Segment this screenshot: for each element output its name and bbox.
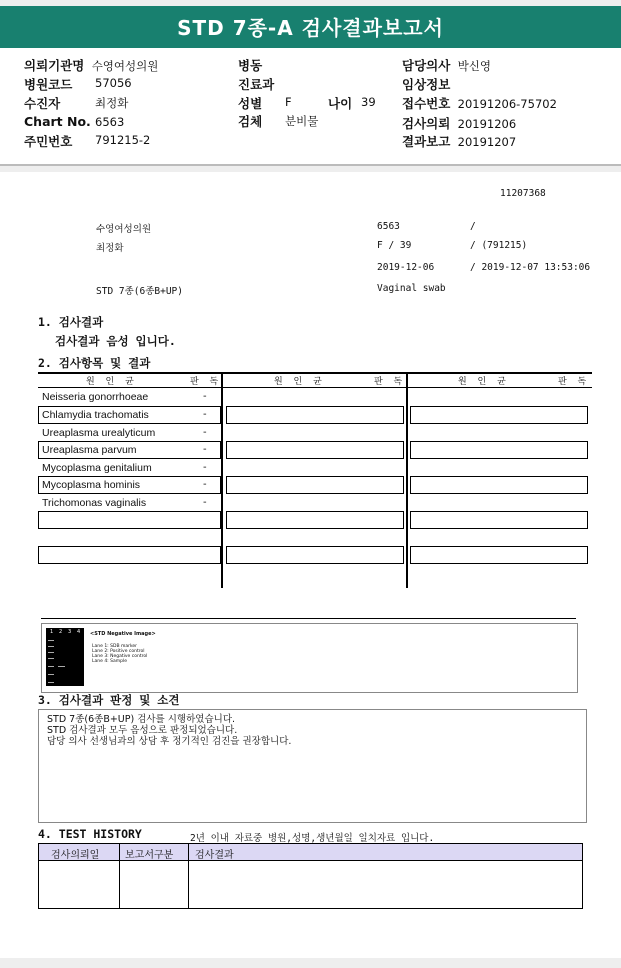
gel-caption-line: Lane 4: Sample (92, 659, 127, 664)
history-divider-2 (188, 844, 189, 908)
organism-name: Mycoplasma hominis (42, 479, 141, 491)
section4-title: 4. TEST HISTORY (38, 827, 142, 841)
result-table (38, 372, 592, 588)
lane-number: 4 (77, 629, 81, 635)
detail-patient: 최정화 (96, 243, 124, 254)
gel-band (48, 658, 54, 659)
chart-label: Chart No. (24, 114, 91, 129)
sex-label: 성별 (238, 96, 263, 111)
gel-band (48, 674, 54, 675)
gel-band (48, 682, 54, 683)
organism-name: Ureaplasma parvum (42, 444, 137, 456)
organism-result: - (203, 462, 207, 473)
ward-row: 병동 (238, 58, 263, 73)
lane-number: 2 (59, 629, 63, 635)
gel-band (48, 666, 54, 667)
row-box (38, 511, 221, 529)
gel-image-panel (41, 623, 578, 693)
detail-chart: 6563 (377, 221, 400, 232)
row-box (38, 546, 221, 564)
section1-summary: 검사결과 음성 입니다. (55, 334, 176, 348)
opinion-line: 담당 의사 선생님과의 상담 후 정기적인 검진을 권장합니다. (47, 736, 292, 747)
gel-caption-title: <STD Negative Image> (90, 631, 156, 637)
request-row: 검사의뢰 20191206 (402, 116, 517, 131)
clinical-row: 임상정보 (402, 77, 451, 92)
detail-clinic: 수영여성의원 (96, 224, 152, 235)
opinion-line: STD 검사결과 모두 음성으로 판정되었습니다. (47, 725, 238, 736)
detail-test-name: STD 7종(6종B+UP) (96, 286, 183, 297)
detail-slash: / (470, 221, 476, 232)
opinion-line: STD 7종(6종B+UP) 검사를 시행하였습니다. (47, 714, 236, 725)
detail-specimen: Vaginal swab (377, 283, 446, 294)
chart-value: 6563 (95, 115, 125, 129)
section1-title: 1. 검사결과 (38, 315, 104, 329)
table-header-rule (38, 387, 592, 388)
patient-label: 수진자 (24, 96, 61, 111)
detail-date-out: / 2019-12-07 13:53:06 (470, 262, 591, 273)
organism-name: Chlamydia trachomatis (42, 409, 149, 421)
detail-birth: / (791215) (470, 240, 528, 251)
organism-name: Ureaplasma urealyticum (42, 427, 156, 439)
row-box (226, 476, 404, 494)
gel-caption-line: Lane 3: Negative control (92, 654, 148, 659)
organism-name: Neisseria gonorrhoeae (42, 391, 149, 403)
col-header-judge-3: 판 독 (558, 377, 591, 387)
row-box (226, 406, 404, 424)
id-value: 791215-2 (95, 133, 151, 147)
history-col-date: 검사의뢰일 (51, 850, 100, 861)
detail-date-in: 2019-12-06 (377, 262, 435, 273)
institution-row: 의뢰기관명 수영여성의원 (24, 58, 159, 73)
col-header-org-1: 원 인 균 (86, 377, 138, 387)
gel-caption-line: Lane 1: SDB marker (92, 644, 138, 649)
organism-result: - (203, 409, 207, 420)
organism-result: - (203, 479, 207, 490)
hospital-code-value: 57056 (95, 76, 132, 90)
row-box (410, 406, 588, 424)
report-code: 11207368 (500, 188, 546, 199)
opinion-box (38, 709, 587, 823)
doctor-row: 담당의사 박신영 (402, 58, 491, 73)
row-box (410, 511, 588, 529)
gel-caption-line: Lane 2: Positive control (92, 649, 145, 654)
col-header-org-3: 원 인 균 (458, 377, 510, 387)
history-table (38, 843, 583, 909)
column-divider-2 (406, 372, 408, 588)
organism-name: Trichomonas vaginalis (42, 497, 147, 509)
specimen-value: 분비물 (285, 114, 319, 128)
patient-value: 최정화 (95, 96, 129, 110)
col-header-org-2: 원 인 균 (274, 377, 326, 387)
history-note: 2년 이내 자료중 병원,성명,생년월일 일치자료 입니다. (190, 833, 435, 844)
age-label: 나이 (328, 96, 353, 111)
detail-sex-age: F / 39 (377, 240, 412, 251)
organism-result: - (203, 497, 207, 508)
row-box (410, 546, 588, 564)
organism-result: - (203, 391, 207, 402)
lane-number: 1 (50, 629, 54, 635)
row-box (226, 511, 404, 529)
col-header-judge-2: 판 독 (374, 377, 407, 387)
history-header (39, 844, 582, 861)
row-box (410, 476, 588, 494)
gel-band (48, 652, 54, 653)
history-divider-1 (119, 844, 120, 908)
image-top-rule (41, 618, 576, 619)
row-box (226, 546, 404, 564)
report-title: STD 7종-A 검사결과보고서 (0, 6, 621, 48)
header-band (0, 166, 621, 172)
sex-value: F (285, 95, 292, 109)
report-row: 결과보고 20191207 (402, 134, 517, 149)
gel-band (48, 646, 54, 647)
column-divider-1 (221, 372, 223, 588)
row-box (226, 441, 404, 459)
hospital-code-label: 병원코드 (24, 77, 73, 92)
col-header-judge-1: 판 독 (190, 377, 223, 387)
gel-image (46, 628, 84, 686)
organism-result: - (203, 444, 207, 455)
specimen-label: 검체 (238, 114, 263, 129)
organism-name: Mycoplasma genitalium (42, 462, 152, 474)
id-label: 주민번호 (24, 134, 73, 149)
bottom-band (0, 958, 621, 968)
section2-title: 2. 검사항목 및 결과 (38, 356, 151, 370)
section3-title: 3. 검사결과 판정 및 소견 (38, 693, 180, 707)
age-value: 39 (361, 95, 376, 109)
row-box (410, 441, 588, 459)
gel-band (58, 666, 65, 667)
history-col-type: 보고서구분 (125, 850, 174, 861)
lane-number: 3 (68, 629, 72, 635)
organism-result: - (203, 427, 207, 438)
receipt-row: 접수번호 20191206-75702 (402, 96, 557, 111)
department-row: 진료과 (238, 77, 275, 92)
gel-band (48, 640, 54, 641)
history-col-result: 검사결과 (195, 850, 234, 861)
